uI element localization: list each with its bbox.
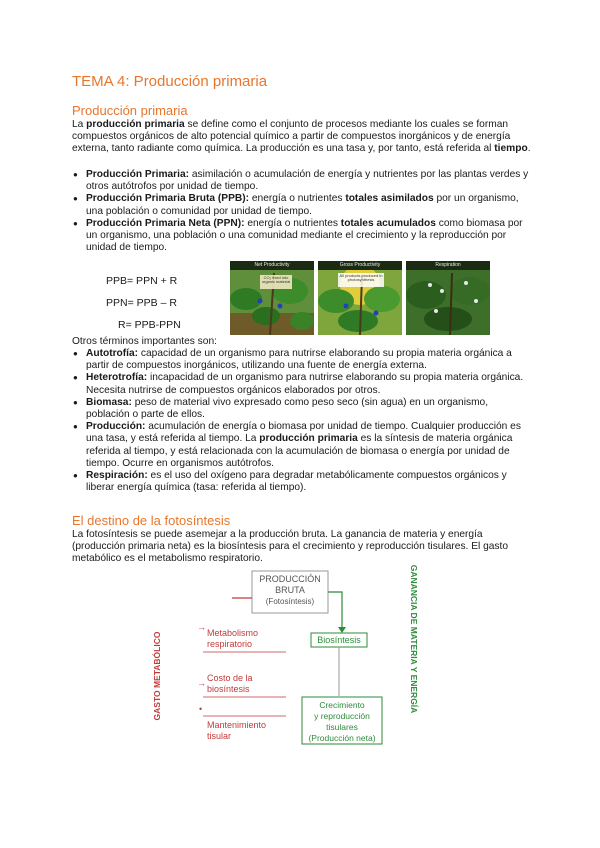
term: Producción Primaria: <box>86 169 190 180</box>
definition: energía o nutrientes <box>249 193 346 205</box>
panel-title: Gross Productivity <box>318 261 402 270</box>
destino-paragraph: La fotosíntesis se puede asemejar a la producción bruta. La ganancia de materia y energía (producción primaria neta) es la biosíntesis para el crecimiento y reproducción tisulares. El gasto metabólico es el metabolismo respiratorio. <box>72 529 509 565</box>
left-item-line: Metabolismo <box>207 628 259 638</box>
definition: por un organismo, una población o comunidad por unidad de tiempo. <box>86 193 519 217</box>
page-title: TEMA 4: Producción primaria <box>72 73 268 90</box>
bottom-box-line: Crecimiento <box>319 700 365 710</box>
bottom-box-line: tisulares <box>326 722 358 732</box>
panel-title: Respiration <box>406 261 490 270</box>
ganancia-label: GANANCIA DE MATERIA Y ENERGÍA <box>409 564 419 714</box>
definition: es la síntesis de materia orgánica referida al tiempo, y está relacionada con la acumulación de biomasa o energía por unidad de tiempo. Ocurre en organismos autótrofos. <box>86 433 513 469</box>
left-item-line: biosíntesis <box>207 684 250 694</box>
intro-text-2: se define como el conjunto de procesos mediante los cuales se forman compuestos orgánicos de alto potencial químico a partir de compuestos inorgánicos y de energía externa, tanto radiante como química. La producción es una tasa y, por tanto, está referida al <box>72 119 511 155</box>
term: Biomasa: <box>86 396 132 408</box>
definition: asimilación o acumulación de energía y nutrientes por las plantas verdes y otros autótrofos por unidad de tiempo. <box>86 169 529 193</box>
intro-text-1: La <box>72 119 87 130</box>
bottom-box-line: (Producción neta) <box>308 733 376 743</box>
panel-title: Net Productivity <box>230 261 314 270</box>
left-item-line: Costo de la <box>207 673 253 683</box>
arrow-icon: → <box>197 622 206 632</box>
top-box-line: (Fotosíntesis) <box>265 597 315 606</box>
arrow-icon: → <box>197 678 206 688</box>
definition: capacidad de un organismo para nutrirse elaborando su propia materia orgánica a partir de compuestos inorgánicos, utilizando una fuente de energía externa. <box>86 348 512 372</box>
gasto-metabolico-label: GASTO METABÓLICO <box>152 631 162 721</box>
left-item-line: respiratorio <box>207 639 253 649</box>
intro-text-3: . <box>527 143 531 155</box>
section-heading-produccion: Producción primaria <box>72 103 188 118</box>
formula: R= PPB-PPN <box>118 319 181 331</box>
section-heading-destino: El destino de la fotosíntesis <box>72 513 231 528</box>
term-bold: producción primaria <box>259 433 358 445</box>
bullet-icon: • <box>199 704 203 714</box>
left-item-line: tisular <box>207 731 232 741</box>
term: Respiración: <box>86 470 148 482</box>
formula: PPB= PPN + R <box>106 275 178 287</box>
green-connector <box>328 592 342 629</box>
definition: acumulación de energía o biomasa por unidad de tiempo. Cualquier producción es una tasa, y está referida al tiempo. La <box>86 421 521 445</box>
panel-caption: All products produced in photosynthesis <box>339 273 383 282</box>
term: Producción: <box>86 421 146 433</box>
biosintesis-label: Biosíntesis <box>317 635 361 645</box>
definition: incapacidad de un organismo para nutrirse elaborando su propia materia orgánica. Necesita nutrirse de compuestos orgánicos elaborados por otros. <box>86 372 524 396</box>
bottom-box-line: y reproducción <box>314 711 370 721</box>
top-box-line: PRODUCCIÓN <box>259 574 321 584</box>
term: Heterotrofía: <box>86 372 148 384</box>
panel-caption: CO₂ fixed into organic material <box>261 275 291 284</box>
definition: es el uso del oxígeno para degradar metabólicamente compuestos orgánicos y liberar energía química (tasa: referida al tiempo). <box>86 470 507 494</box>
definition: como biomasa por un organismo, una población o una comunidad mediante el crecimiento y la reproducción por unidad de tiempo. <box>86 217 523 254</box>
left-item-line: Mantenimiento <box>207 720 267 730</box>
arrow-head-icon <box>338 627 346 633</box>
definition: peso de material vivo expresado como peso seco (sin agua) en un organismo, población o parte de ellos. <box>86 396 489 421</box>
definition: energía o nutrientes <box>244 217 341 229</box>
term-bold: totales acumulados <box>340 217 436 229</box>
other-terms-intro: Otros términos importantes son: <box>72 336 217 347</box>
term: Autotrofía: <box>86 348 139 359</box>
intro-bold-1: producción primaria <box>86 119 185 130</box>
term: Producción Primaria Bruta (PPB): <box>86 193 250 205</box>
term: Producción Primaria Neta (PPN): <box>86 217 245 229</box>
term-bold: totales asimilados <box>345 193 434 205</box>
formula: PPN= PPB – R <box>106 297 177 309</box>
intro-bold-2: tiempo <box>494 143 528 155</box>
top-box-line: BRUTA <box>275 585 305 595</box>
